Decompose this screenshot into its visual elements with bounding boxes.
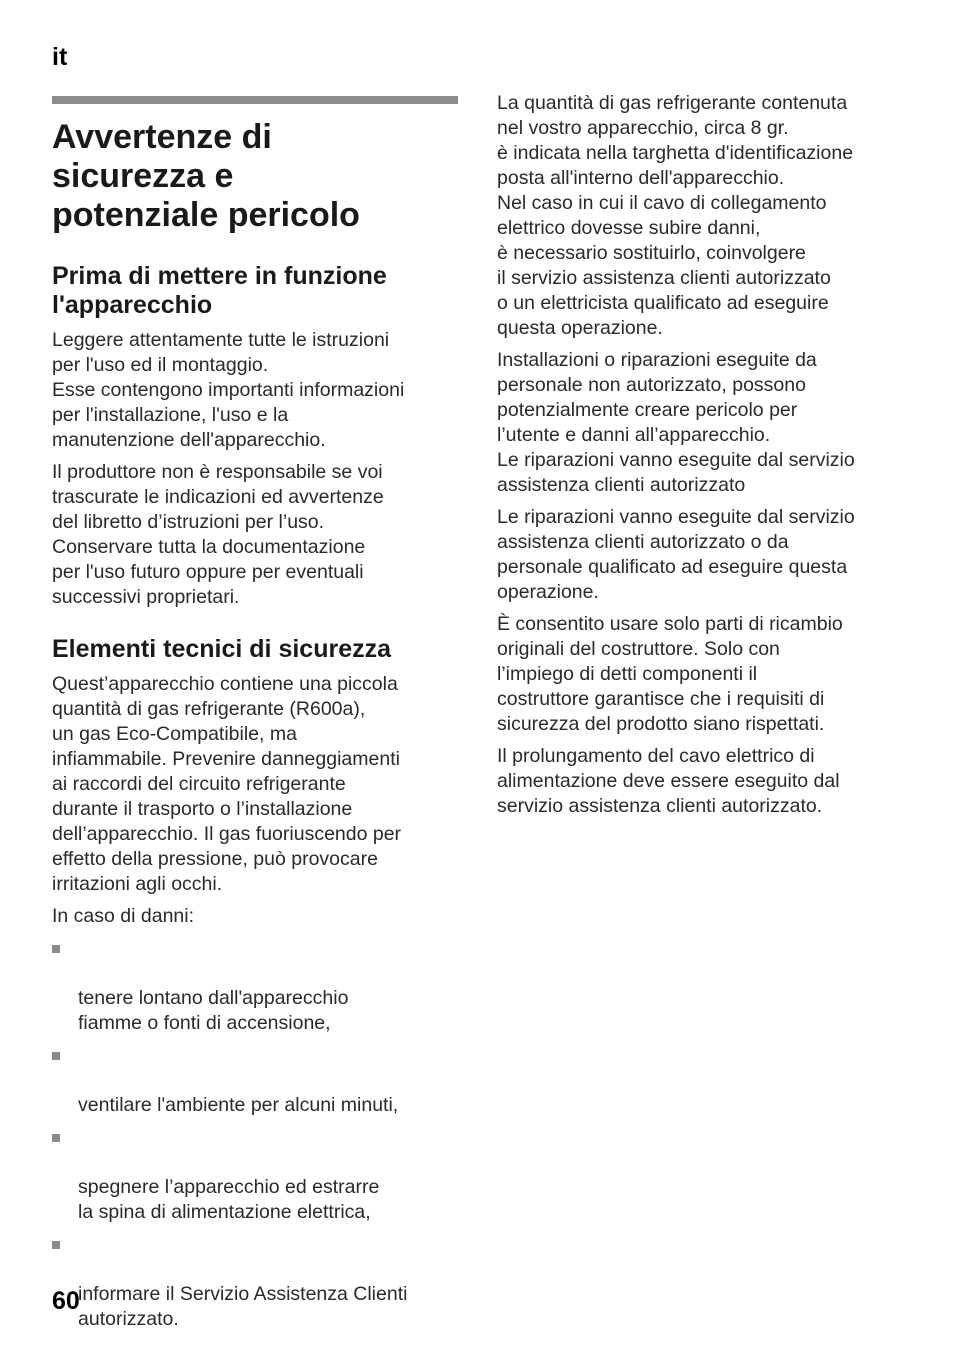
title-rule [52,96,458,104]
left-column [52,96,458,1339]
section-heading-before-use: Prima di mettere in funzione l'apparecchio [52,262,387,319]
list-item [52,936,458,1036]
section-heading-safety-elements: Elementi tecnici di sicurezza [52,635,392,663]
list-item-text: spegnere l’apparecchio ed estrarre la spina di alimentazione elettrica, [78,1176,380,1223]
paragraph: È consentito usare solo parti di ricambio originali del costruttore. Solo con l’impiego di detti componenti il costruttore garantisce che i requisiti di sicurezza del prodotto siano rispettati. [497,613,843,735]
paragraph: Quest’apparecchio contiene una piccola quantità di gas refrigerante (R600a), un gas Eco-Compatibile, ma infiammabile. Prevenire danneggiamenti ai raccordi del circuito refrigerante durante il trasporto o l’installazione dell’apparecchio. Il gas fuoriuscendo per effetto della pressione, può provocare irritazioni agli occhi. [52,673,402,895]
paragraph: Leggere attentamente tutte le istruzioni per l'uso ed il montaggio. Esse contengono importanti informazioni per l'installazione, l'uso e la manutenzione dell'apparecchio. [52,329,405,451]
right-column [497,91,907,819]
paragraph: Installazioni o riparazioni eseguite da personale non autorizzato, possono potenzialmente creare pericolo per l’utente e danni all’apparecchio. Le riparazioni vanno eseguite dal servizio assistenza clienti autorizzato [497,349,855,496]
bullet-square-icon [52,1052,60,1060]
paragraph: La quantità di gas refrigerante contenuta nel vostro apparecchio, circa 8 gr. è indicata nella targhetta d'identificazione posta all'interno dell'apparecchio. Nel caso in cui il cavo di collegamento elettrico dovesse subire danni, è necessario sostituirlo, coinvolgere il servizio assistenza clienti autorizzato o un elettricista qualificato ad eseguire questa operazione. [497,92,854,339]
list-item-text: informare il Servizio Assistenza Clienti autorizzato. [78,1283,408,1330]
bullet-square-icon [52,1134,60,1142]
paragraph: Il prolungamento del cavo elettrico di alimentazione deve essere eseguito dal servizio assistenza clienti autorizzato. [497,745,840,817]
paragraph: Il produttore non è responsabile se voi trascurate le indicazioni ed avvertenze del libretto d’istruzioni per l’uso. Conservare tutta la documentazione per l'uso futuro oppure per eventuali successivi proprietari. [52,461,384,608]
damage-instructions-list [52,936,458,1332]
list-item [52,1043,458,1118]
list-item-text: ventilare l'ambiente per alcuni minuti, [78,1094,399,1116]
language-label: it [52,43,68,71]
page-number: 60 [52,1287,80,1315]
bullet-square-icon [52,1241,60,1249]
paragraph: Le riparazioni vanno eseguite dal servizio assistenza clienti autorizzato o da personale qualificato ad eseguire questa operazione. [497,506,855,603]
list-item [52,1125,458,1225]
paragraph: In caso di danni: [52,905,195,927]
bullet-square-icon [52,945,60,953]
list-item-text: tenere lontano dall'apparecchio fiamme o fonti di accensione, [78,987,349,1034]
list-item [52,1232,458,1332]
page-title: Avvertenze di sicurezza e potenziale pericolo [52,118,360,234]
